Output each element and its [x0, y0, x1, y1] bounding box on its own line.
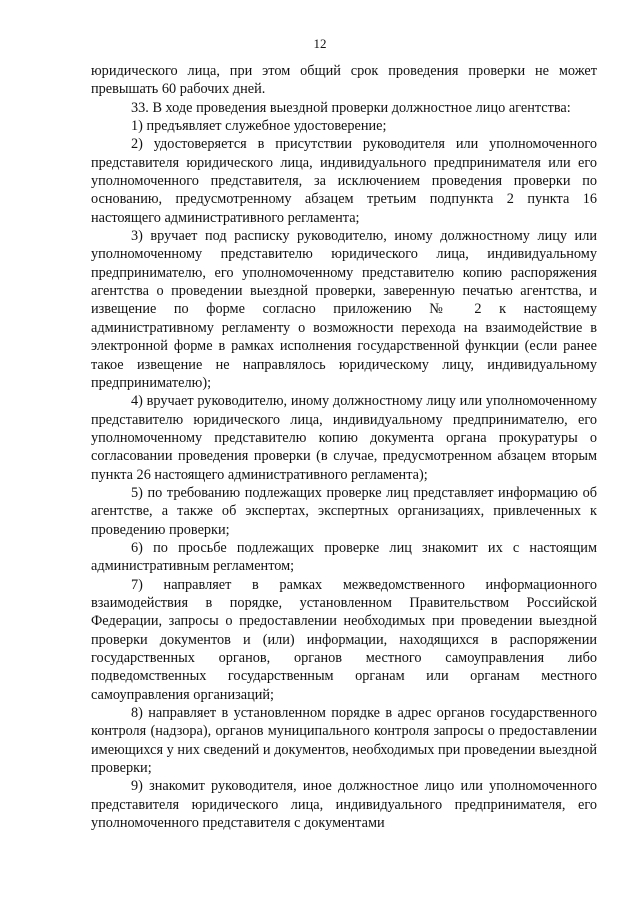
paragraph-item-6: 6) по просьбе подлежащих проверке лиц знакомит их с настоящим административным регламентом; — [91, 539, 597, 575]
paragraph-item-2: 2) удостоверяется в присутствии руководителя или уполномоченного представителя юридического лица, индивидуального предпринимателя или его уполномоченного представителя, за исключением проведения проверки по основанию, предусмотренному абзацем третьим подпункта 2 пункта 16 настоящего административного регламента; — [91, 136, 597, 226]
paragraph-clause-33: 33. В ходе проведения выездной проверки должностное лицо агентства: — [131, 99, 571, 116]
paragraph-item-5: 5) по требованию подлежащих проверке лиц представляет информацию об агентстве, а также об экспертах, экспертных организациях, привлеченных к проведению проверки; — [91, 484, 597, 538]
paragraph-item-1: 1) предъявляет служебное удостоверение; — [131, 118, 387, 135]
paragraph-item-9: 9) знакомит руководителя, иное должностное лицо или уполномоченного представителя юридического лица, индивидуального предпринимателя, его уполномоченного представителя с документами — [91, 778, 597, 832]
paragraph-item-8: 8) направляет в установленном порядке в адрес органов государственного контроля (надзора), органов муниципального контроля запросы о предоставлении имеющихся у них сведений и документов, необходимых при проведении выездной проверки; — [91, 705, 597, 777]
paragraph-item-7: 7) направляет в рамках межведомственного информационного взаимодействия в порядке, установленном Правительством Российской Федерации, запросы о предоставлении необходимых при проведении выездной проверки документов и (или) информации, находящихся в распоряжении государственных органов, органов местного самоуправления либо подведомственных государственным органам или органам местного самоуправления организаций; — [91, 576, 597, 703]
paragraph-item-3: 3) вручает под расписку руководителю, иному должностному лицу или уполномоченному представителю юридического лица, индивидуальному предпринимателю, его уполномоченному представителю копию распоряжения агентства о проведении выездной проверки, заверенную печатью агентства, и извещение по форме согласно приложению № 2 к настоящему административному регламенту о возможности перехода на взаимодействие в электронной форме в рамках исполнения государственной функции (если ранее такое извещение не направлялось юридическому лицу, индивидуальному предпринимателю); — [91, 228, 597, 391]
paragraph-continuation: юридического лица, при этом общий срок проведения проверки не может превышать 60 рабочих дней. — [91, 63, 597, 98]
document-body — [91, 62, 597, 832]
paragraph-item-4: 4) вручает руководителю, иному должностному лицу или уполномоченному представителю юридического лица, индивидуальному предпринимателю, его уполномоченному представителю копию документа органа прокуратуры о согласовании проведения проверки (в случае, предусмотренном абзацем вторым пункта 26 настоящего административного регламента); — [91, 393, 597, 483]
page-number: 12 — [313, 36, 327, 51]
